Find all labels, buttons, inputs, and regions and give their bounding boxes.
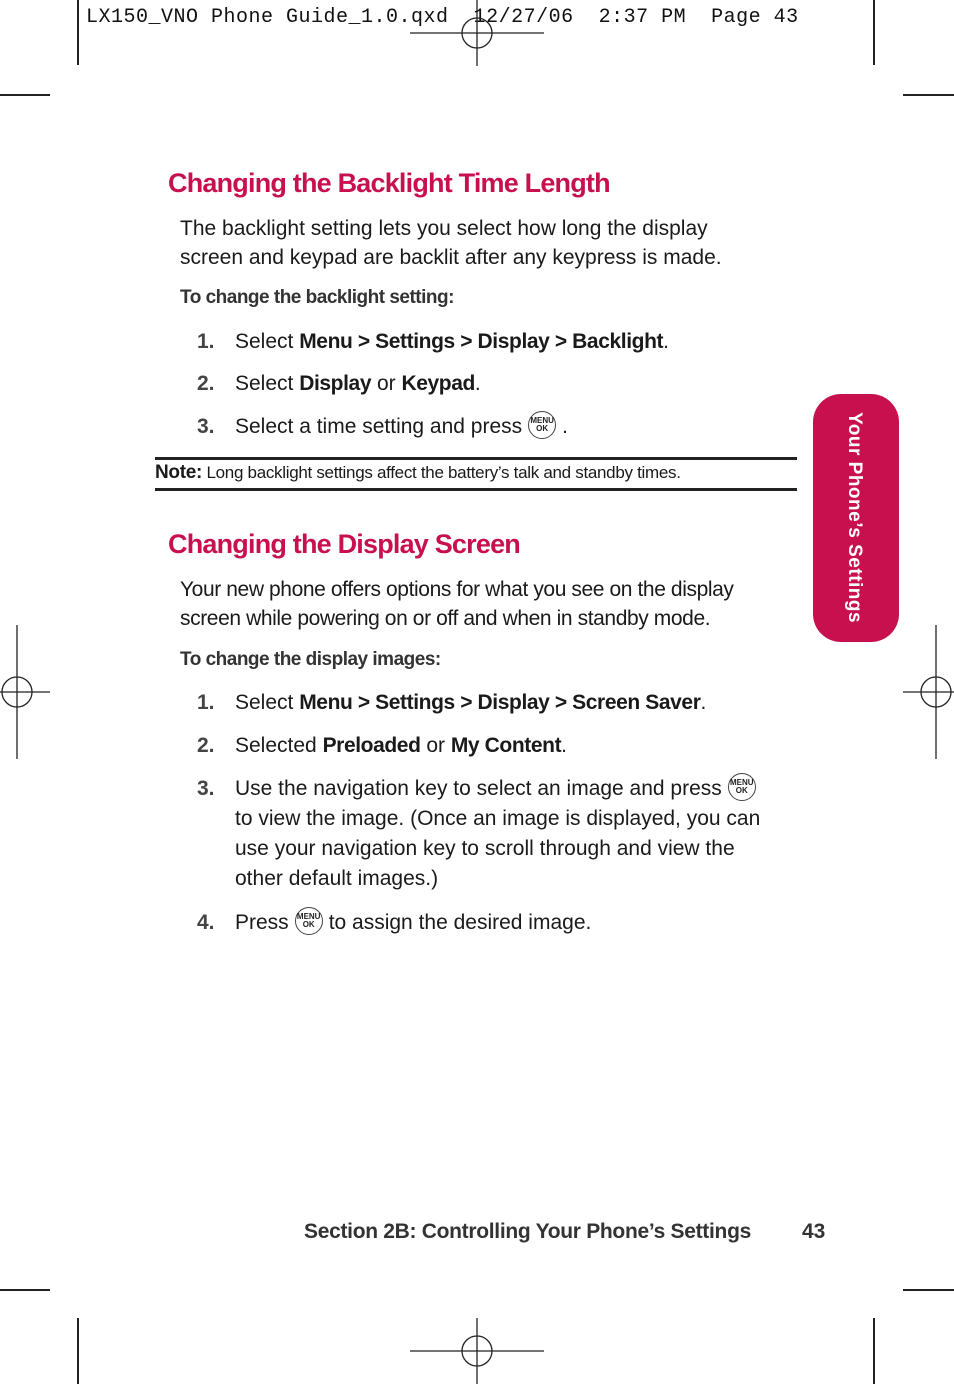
step-text: to assign the desired image. — [328, 911, 592, 934]
crop-mark — [0, 1289, 50, 1291]
footer-section-title: Section 2B: Controlling Your Phone’s Settings — [304, 1220, 751, 1243]
step-text: or — [371, 372, 402, 395]
step-text: Selected — [235, 734, 323, 757]
intro-line: Your new phone offers options for what you see on the display — [180, 578, 734, 601]
registration-mark-right — [903, 625, 954, 759]
page-number: 43 — [802, 1220, 826, 1243]
section-heading-backlight: Changing the Backlight Time Length — [168, 168, 610, 198]
menu-path: Menu > Settings > Display > Backlight — [299, 330, 664, 353]
step-text: . — [700, 691, 707, 714]
option-name: Keypad — [401, 372, 475, 395]
crop-mark — [903, 94, 954, 96]
option-name: Display — [299, 372, 372, 395]
step-text: . — [474, 372, 481, 395]
step-text: . — [663, 330, 669, 353]
registration-mark-bottom — [410, 1318, 544, 1384]
option-name: My Content — [450, 734, 562, 757]
step-text: . — [562, 415, 568, 438]
section-intro-display — [180, 575, 780, 633]
step-text: Select — [235, 330, 300, 353]
crop-mark — [903, 1289, 954, 1291]
subheading-display: To change the display images: — [180, 649, 441, 670]
step-text: Select — [235, 372, 300, 395]
intro-line: screen while powering on or off and when in standby mode. — [180, 607, 711, 630]
intro-line: The backlight setting lets you select how long the display — [180, 217, 708, 240]
step-text: other default images.) — [235, 867, 439, 890]
intro-line: screen and keypad are backlit after any keypress is made. — [180, 246, 722, 269]
note-box — [155, 457, 797, 491]
registration-mark-top — [410, 0, 544, 66]
step-text: use your navigation key to scroll through and view the — [235, 837, 735, 860]
step-number: 2. — [197, 372, 215, 395]
note-label: Note: — [155, 462, 203, 483]
step-number: 3. — [197, 415, 215, 438]
option-name: Preloaded — [322, 734, 421, 757]
step-number: 4. — [197, 911, 215, 934]
crop-mark — [873, 0, 875, 65]
crop-mark — [873, 1318, 875, 1384]
print-slug: LX150_VNO Phone Guide_1.0.qxd 12/27/06 2:37 PM Page 43 — [86, 6, 799, 29]
step-text: . — [561, 734, 568, 757]
step-number: 1. — [197, 330, 215, 353]
step-number: 1. — [197, 691, 215, 714]
menu-ok-key-icon: MENU OK — [295, 907, 323, 935]
crop-mark — [77, 1318, 79, 1384]
menu-ok-key-icon: MENU OK — [728, 773, 756, 801]
section-intro-backlight — [180, 214, 780, 272]
section-heading-display-screen: Changing the Display Screen — [168, 529, 520, 559]
step-text: Use the navigation key to select an image and press — [235, 777, 722, 800]
crop-mark — [77, 0, 79, 65]
step-text: or — [420, 734, 451, 757]
step-text: to view the image. (Once an image is displayed, you can — [235, 807, 761, 830]
crop-mark — [0, 94, 50, 96]
menu-path: Menu > Settings > Display > Screen Saver — [299, 691, 701, 714]
step-number: 3. — [197, 777, 215, 800]
side-tab-label: Your Phone’s Settings — [844, 412, 865, 624]
subheading-backlight: To change the backlight setting: — [180, 287, 454, 308]
menu-ok-key-icon: MENU OK — [528, 411, 556, 439]
step-text: Select a time setting and press — [235, 415, 523, 438]
note-text: Long backlight settings affect the battery’s talk and standby times. — [206, 463, 681, 482]
step-text: Select — [235, 691, 300, 714]
step-text: Press — [235, 911, 289, 934]
step-number: 2. — [197, 734, 215, 757]
registration-mark-left — [0, 625, 50, 759]
